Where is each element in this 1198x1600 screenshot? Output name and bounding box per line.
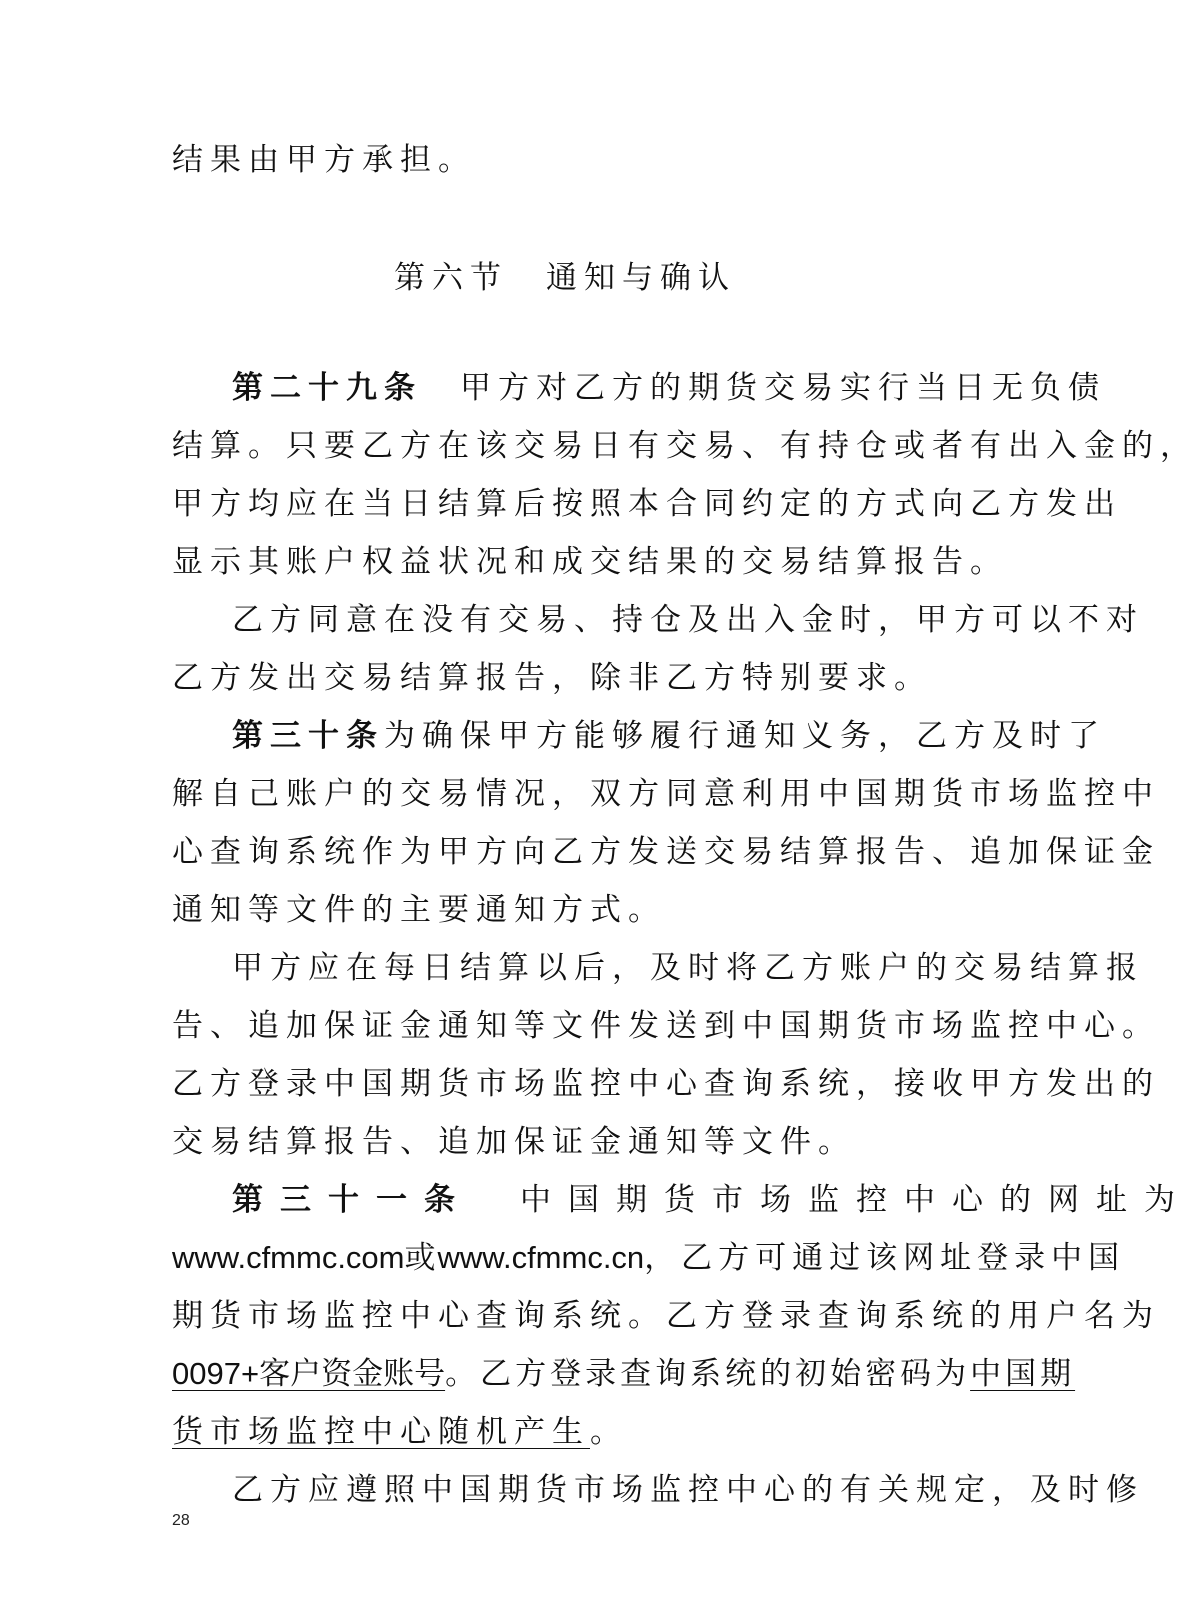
article-30-line-2: 解自己账户的交易情况，双方同意利用中国期货市场监控中 [172, 776, 1160, 812]
article-29-text: 甲方对乙方的期货交易实行当日无负债 [460, 370, 1106, 406]
article-30-line-1 [232, 716, 1106, 756]
article-29-line-1 [232, 368, 1106, 408]
article-31-text-2: ，乙方可通过该网址登录中国 [644, 1240, 1126, 1276]
article-31-text: 中国期货市场监控中心的网址为 [520, 1182, 1192, 1218]
article-31-title: 第三十一条 [232, 1182, 472, 1218]
article-31-line-3: 期货市场监控中心查询系统。乙方登录查询系统的用户名为 [172, 1298, 1160, 1334]
username-value: 0097+客户资金账号 [172, 1356, 446, 1391]
password-value-part-2: 货市场监控中心随机产生 [172, 1414, 590, 1450]
paragraph-6-line-1: 乙方应遵照中国期货市场监控中心的有关规定，及时修 [232, 1472, 1144, 1508]
article-29-line-4: 显示其账户权益状况和成交结果的交易结算报告。 [172, 544, 1008, 580]
website-url-com: www.cfmmc.com [172, 1240, 405, 1275]
article-30-text: 为确保甲方能够履行通知义务，乙方及时了 [384, 718, 1106, 754]
page-number: 28 [172, 1512, 190, 1529]
article-31-line-4 [172, 1354, 1076, 1394]
section-heading: 第六节 通知与确认 [394, 260, 736, 296]
article-31-line-2 [172, 1238, 1126, 1278]
article-30-title: 第三十条 [232, 718, 384, 754]
article-31-line-5 [172, 1412, 962, 1452]
article-30-line-3: 心查询系统作为甲方向乙方发送交易结算报告、追加保证金 [172, 834, 1160, 870]
password-value-part-1: 中国期 [970, 1356, 1076, 1392]
article-29-line-3: 甲方均应在当日结算后按照本合同约定的方式向乙方发出 [172, 486, 1122, 522]
paragraph-4-line-3: 乙方登录中国期货市场监控中心查询系统，接收甲方发出的 [172, 1066, 1160, 1102]
article-31-text-4: 。乙方登录查询系统的初始密码为 [445, 1356, 971, 1392]
paragraph-4-line-4: 交易结算报告、追加保证金通知等文件。 [172, 1124, 856, 1160]
period: 。 [590, 1414, 628, 1450]
article-30-line-4: 通知等文件的主要通知方式。 [172, 892, 666, 928]
article-29-title: 第二十九条 [232, 370, 422, 406]
paragraph-4-line-2: 告、追加保证金通知等文件发送到中国期货市场监控中心。 [172, 1008, 1160, 1044]
text-line: 结果由甲方承担。 [172, 142, 476, 178]
article-31-line-1 [232, 1180, 1192, 1220]
paragraph-4-line-1: 甲方应在每日结算以后，及时将乙方账户的交易结算报 [232, 950, 1144, 986]
article-29-line-2: 结算。只要乙方在该交易日有交易、有持仓或者有出入金的， [172, 428, 1198, 464]
website-url-cn: www.cfmmc.cn [437, 1240, 645, 1275]
text-or: 或 [404, 1240, 438, 1276]
paragraph-2-line-2: 乙方发出交易结算报告，除非乙方特别要求。 [172, 660, 932, 696]
paragraph-2-line-1: 乙方同意在没有交易、持仓及出入金时，甲方可以不对 [232, 602, 1144, 638]
